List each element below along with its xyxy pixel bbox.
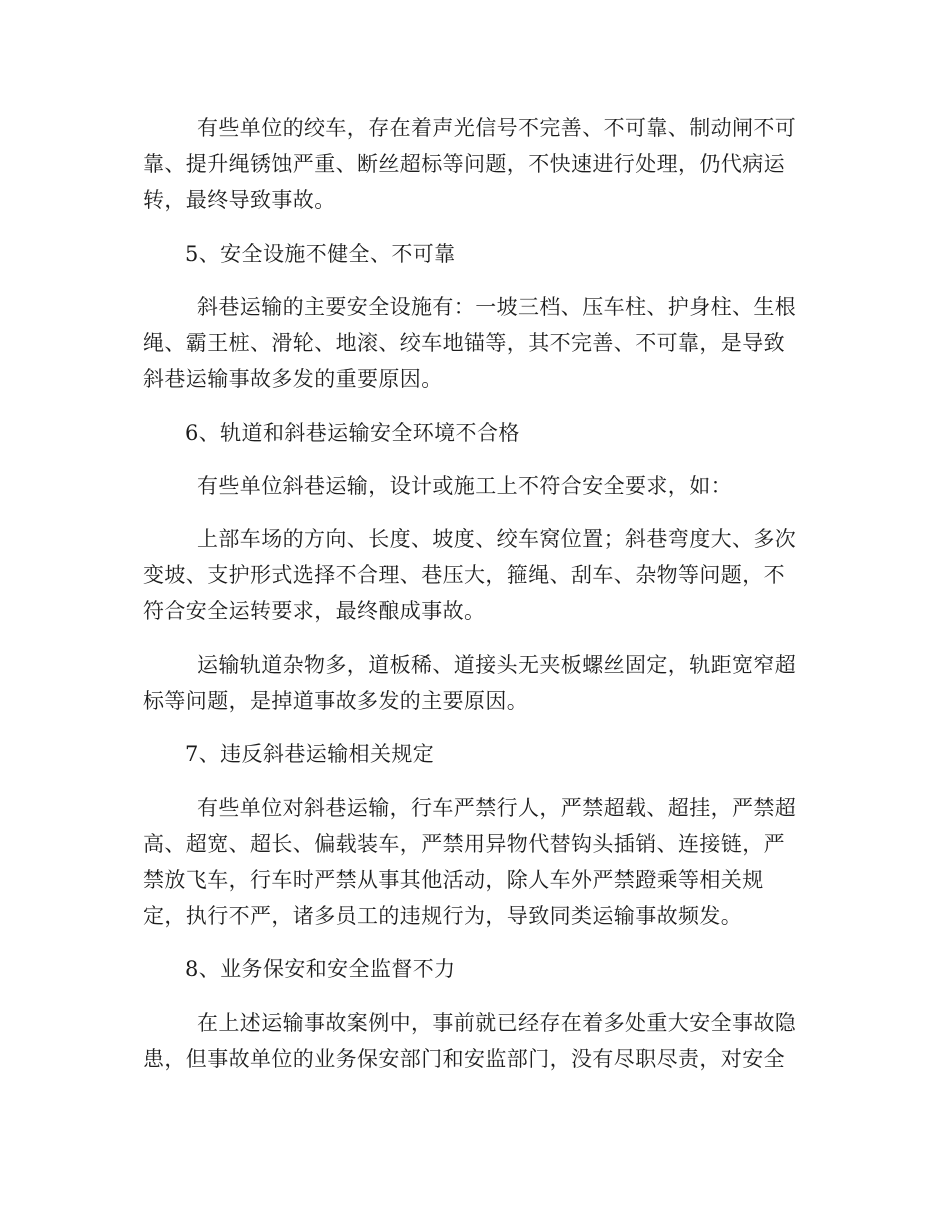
paragraph-line: 靠、提升绳锈蚀严重、断丝超标等问题，不快速进行处理，仍代病运 <box>143 152 785 176</box>
paragraph-line: 定，执行不严，诸多员工的违规行为，导致同类运输事故频发。 <box>143 904 743 928</box>
paragraph-line: 斜巷运输的主要安全设施有：一坡三档、压车柱、护身柱、生根 <box>197 295 797 319</box>
paragraph-line: 绳、霸王桩、滑轮、地滚、绞车地锚等，其不完善、不可靠，是导致 <box>143 331 785 355</box>
paragraph-line: 有些单位的绞车，存在着声光信号不完善、不可靠、制动闸不可 <box>197 116 797 140</box>
paragraph-line: 患，但事故单位的业务保安部门和安监部门，没有尽职尽责，对安全 <box>143 1047 785 1071</box>
paragraph-line: 符合安全运转要求，最终酿成事故。 <box>143 599 486 623</box>
paragraph-line: 斜巷运输事故多发的重要原因。 <box>143 367 443 391</box>
paragraph-line: 禁放飞车，行车时严禁从事其他活动，除人车外严禁蹬乘等相关规 <box>143 868 764 892</box>
paragraph-line: 上部车场的方向、长度、坡度、绞车窝位置；斜巷弯度大、多次 <box>197 527 797 551</box>
paragraph-line: 标等问题，是掉道事故多发的主要原因。 <box>143 689 529 713</box>
paragraph-line: 转，最终导致事故。 <box>143 188 336 212</box>
section-heading-5: 5、安全设施不健全、不可靠 <box>185 242 456 266</box>
paragraph-line: 在上述运输事故案例中，事前就已经存在着多处重大安全事故隐 <box>197 1011 797 1035</box>
paragraph-line: 有些单位对斜巷运输，行车严禁行人，严禁超载、超挂，严禁超 <box>197 796 797 820</box>
section-heading-8: 8、业务保安和安全监督不力 <box>185 957 456 981</box>
paragraph-line: 有些单位斜巷运输，设计或施工上不符合安全要求，如： <box>197 474 732 498</box>
section-heading-6: 6、轨道和斜巷运输安全环境不合格 <box>185 421 520 445</box>
paragraph-line: 变坡、支护形式选择不合理、巷压大，箍绳、刮车、杂物等问题，不 <box>143 563 785 587</box>
paragraph-line: 运输轨道杂物多，道板稀、道接头无夹板螺丝固定，轨距宽窄超 <box>197 653 797 677</box>
paragraph-line: 高、超宽、超长、偏载装车，严禁用异物代替钩头插销、连接链，严 <box>143 832 785 856</box>
section-heading-7: 7、违反斜巷运输相关规定 <box>185 742 435 766</box>
